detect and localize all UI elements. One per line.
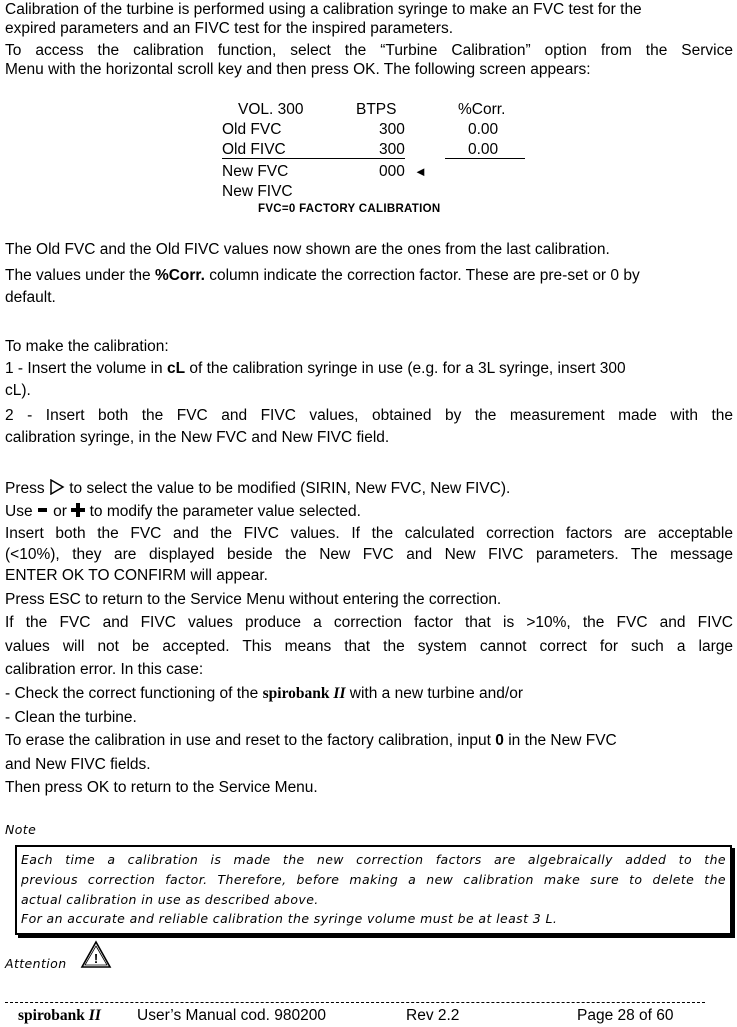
para-then: Then press OK to return to the Service Menu.: [5, 779, 318, 796]
attention-title: Attention: [5, 956, 67, 971]
note-line: actual calibration in use as described above.: [21, 892, 319, 907]
right-triangle-icon: [49, 479, 65, 495]
minus-icon: [37, 503, 49, 517]
para-corr: The values under the %Corr. column indicate the correction factor. These are pre-set or 0 by: [5, 267, 640, 284]
warning-triangle-icon: [80, 940, 112, 970]
corr-term: %Corr.: [154, 267, 205, 284]
para-if-3: calibration error. In this case:: [5, 661, 204, 678]
screen-row-value: 000: [379, 163, 405, 180]
screen-col-corr: %Corr.: [458, 101, 506, 118]
para-insert-2: (<10%), they are displayed beside the New FVC and New FIVC parameters. The message: [5, 546, 733, 563]
para-esc: Press ESC to return to the Service Menu without entering the correction.: [5, 591, 502, 608]
intro-line-3: To access the calibration function, select the “Turbine Calibration” option from the Service: [5, 42, 733, 59]
screen-col-vol: VOL. 300: [238, 101, 304, 118]
step-1: 1 - Insert the volume in cL of the calibration syringe in use (e.g. for a 3L syringe, insert 300: [5, 360, 626, 377]
footer-page: Page 28 of 60: [577, 1007, 674, 1024]
para-corr-cont: default.: [5, 289, 56, 306]
screen-row-label: Old FIVC: [222, 141, 286, 158]
note-line: Each time a calibration is made the new correction factors are algebraically added to the: [21, 852, 726, 867]
screen-row-label: New FIVC: [222, 183, 293, 200]
footer-rule: [5, 1002, 705, 1003]
para-check: - Check the correct functioning of the spirobank II with a new turbine and/or: [5, 685, 523, 702]
intro-line-4: Menu with the horizontal scroll key and then press OK. The following screen appears:: [5, 61, 591, 78]
footer-rev: Rev 2.2: [406, 1007, 460, 1024]
plus-icon: [71, 503, 85, 517]
step-2: 2 - Insert both the FVC and FIVC values, obtained by the measurement made with the: [5, 407, 733, 424]
screen-divider-left: [222, 158, 405, 159]
screen-cursor-icon: ◄: [414, 164, 427, 179]
brand-name: spirobank II: [262, 685, 346, 702]
note-title: Note: [5, 822, 37, 837]
zero-value: 0: [495, 732, 504, 749]
para-old-values: The Old FVC and the Old FIVC values now shown are the ones from the last calibration.: [5, 241, 610, 258]
note-box: [15, 845, 732, 935]
para-erase-cont: and New FIVC fields.: [5, 756, 151, 773]
para-if-1: If the FVC and FIVC values produce a correction factor that is >10%, the FVC and FIVC: [5, 614, 733, 631]
footer-brand: spirobank II: [18, 1007, 101, 1024]
para-insert-3: ENTER OK TO CONFIRM will appear.: [5, 567, 268, 584]
screen-row-corr: 0.00: [468, 121, 499, 138]
para-erase: To erase the calibration in use and reset to the factory calibration, input 0 in the New FVC: [5, 732, 617, 749]
screen-row-label: Old FVC: [222, 121, 282, 138]
screen-row-value: 300: [379, 141, 405, 158]
para-if-2: values will not be accepted. This means that the system cannot correct for such a large: [5, 638, 733, 655]
screen-row-value: 300: [379, 121, 405, 138]
unit-cl: cL: [166, 360, 186, 377]
intro-line-2: expired parameters and an FIVC test for the inspired parameters.: [5, 20, 453, 37]
para-clean: - Clean the turbine.: [5, 709, 137, 726]
intro-line-1: Calibration of the turbine is performed using a calibration syringe to make an FVC test for the: [5, 1, 642, 18]
para-insert-1: Insert both the FVC and the FIVC values. If the calculated correction factors are acceptable: [5, 525, 733, 542]
screen-row-corr: 0.00: [468, 141, 499, 158]
note-line: previous correction factor. Therefore, before making a new calibration make sure to delete the: [21, 872, 726, 887]
screen-divider-right: [445, 158, 525, 159]
screen-footer-message: FVC=0 FACTORY CALIBRATION: [258, 203, 441, 215]
step-2-cont: calibration syringe, in the New FVC and New FIVC field.: [5, 429, 390, 446]
para-use: Use or to modify the parameter value selected.: [5, 503, 361, 520]
step-1-cont: cL).: [5, 382, 31, 399]
footer-manual: User’s Manual cod. 980200: [137, 1007, 326, 1024]
note-line: For an accurate and reliable calibration the syringe volume must be at least 3 L.: [21, 911, 558, 926]
para-press: Press to select the value to be modified (SIRIN, New FVC, New FIVC).: [5, 480, 511, 497]
screen-row-label: New FVC: [222, 163, 289, 180]
screen-col-btps: BTPS: [356, 101, 397, 118]
svg-text:!: !: [93, 951, 99, 966]
para-make-calibration: To make the calibration:: [5, 338, 169, 355]
